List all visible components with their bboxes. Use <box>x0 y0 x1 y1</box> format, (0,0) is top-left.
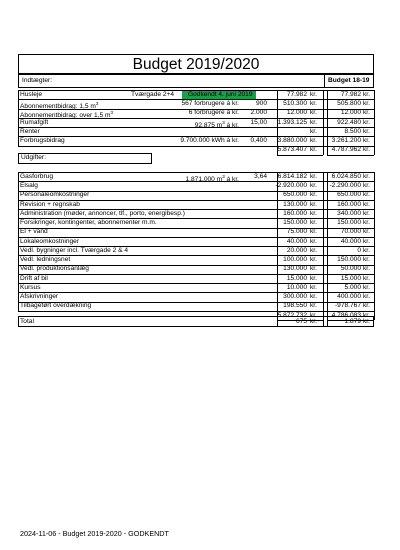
table-row-prev: 160.000 <box>337 200 361 208</box>
income-total-unit: kr. <box>310 146 317 154</box>
table-row-prev-unit: kr. <box>363 200 370 208</box>
table-row-unit: kr. <box>310 302 317 310</box>
table-row-prev: 5.000 <box>344 283 361 291</box>
table-row-prev: -978.767 <box>334 302 361 310</box>
table-row-amount: 650.000 <box>283 191 307 199</box>
table-row-prev-unit: kr. <box>363 90 370 98</box>
grand-total-unit: kr. <box>310 318 317 325</box>
table-row-label: Abonnementbidrag: 1,5 $m^3$ <box>20 101 99 111</box>
page-footer: 2024-11-06 - Budget 2019-2020 - GODKENDT <box>20 529 169 538</box>
income-section-box <box>18 74 374 88</box>
col-rule <box>374 172 375 320</box>
col-rule <box>18 90 19 146</box>
table-row-detail: 9.700.000 kWh á kr. <box>180 137 239 145</box>
table-row-unit: kr. <box>310 109 317 117</box>
col-rule <box>18 172 19 311</box>
table-row-amount: -2.920.000 <box>275 182 307 190</box>
table-row-unit: kr. <box>310 283 317 291</box>
grand-total-amount: 675 <box>295 318 307 325</box>
income-total-amount: 5.873.407 <box>277 146 307 154</box>
table-row-label: Kursus <box>20 283 41 291</box>
table-row-amount: 130.000 <box>283 265 307 273</box>
table-row-rate: 0,400 <box>250 137 267 145</box>
table-row-prev: 150.000 <box>337 256 361 264</box>
table-row-amount: 3.880.000 <box>277 137 307 145</box>
table-row-prev-unit: kr. <box>363 100 370 108</box>
table-row-label: Revision + regnskab <box>20 200 80 208</box>
table-row-prev-unit: kr. <box>363 182 370 190</box>
expense-total-amount: 5.872.732 <box>277 311 307 319</box>
total-rule <box>327 155 374 156</box>
col-rule <box>327 172 328 320</box>
table-row-unit: kr. <box>310 293 317 301</box>
table-row-amount: 10.000 <box>286 283 307 291</box>
table-row-label: Lokaleomkostninger <box>20 237 80 245</box>
table-row-amount: 20.000 <box>286 246 307 254</box>
table-row-prev-unit: kr. <box>363 109 370 117</box>
table-row-prev: 40.000 <box>340 237 361 245</box>
table-row-detail: 567 forbrugere á kr. <box>181 100 239 108</box>
table-row-prev-unit: kr. <box>363 283 370 291</box>
table-row-unit: kr. <box>310 256 317 264</box>
table-row-prev: 8.500 <box>344 127 361 135</box>
table-row-unit: kr. <box>310 191 317 199</box>
table-row-label: Personaleomkostninger <box>20 191 90 199</box>
table-row-prev-unit: kr. <box>363 265 370 273</box>
table-row-prev: 150.000 <box>337 219 361 227</box>
table-row-label: Rumafgift <box>20 118 49 126</box>
grand-total-prev: 1.879 <box>344 318 361 325</box>
income-total-prev-unit: kr. <box>363 146 370 154</box>
table-row-amount: 15.000 <box>286 274 307 282</box>
table-row-prev: 77.982 <box>340 90 361 98</box>
table-row-prev-unit: kr. <box>363 127 370 135</box>
table-row-unit: kr. <box>310 274 317 282</box>
table-row-label: Renter <box>20 127 40 135</box>
table-row-detail: 1.871.000 $m^3$ á kr. <box>185 173 239 183</box>
table-row-prev: 650.000 <box>337 191 361 199</box>
table-row-label: Abonnementbidrag: over 1,5 $m^3$ <box>20 110 114 120</box>
table-row-detail: Tværgade 2+4 <box>131 90 175 98</box>
table-row-prev-unit: kr. <box>363 237 370 245</box>
table-row-detail: 6 forbrugere á kr. <box>188 109 239 117</box>
table-row-unit: kr. <box>310 209 317 217</box>
table-row-prev-unit: kr. <box>363 209 370 217</box>
table-row-unit: kr. <box>310 137 317 145</box>
income-label: Indtægter: <box>22 77 53 84</box>
table-row-unit: kr. <box>310 182 317 190</box>
table-row-prev: 12.000 <box>340 109 361 117</box>
table-row-unit: kr. <box>310 228 317 236</box>
table-row-label: Husleje <box>20 90 42 98</box>
table-row-prev: 50.000 <box>340 265 361 273</box>
table-row-label: Tilbageført overdækning <box>20 302 92 310</box>
income-total-prev: 4.787.962 <box>331 146 361 154</box>
table-row-amount: 130.000 <box>283 200 307 208</box>
table-row-unit: kr. <box>310 172 317 180</box>
table-row-unit: kr. <box>310 100 317 108</box>
expense-total-prev: 4.786.083 <box>331 311 361 319</box>
table-row-unit: kr. <box>310 90 317 98</box>
table-row-unit: kr. <box>310 219 317 227</box>
table-row-prev-unit: kr. <box>363 256 370 264</box>
table-row-prev-unit: kr. <box>363 246 370 254</box>
table-row-label: Administration (møder, annoncer, tlf., porto, energibesp.) <box>20 209 185 217</box>
table-row-prev: 505.800 <box>337 100 361 108</box>
table-row-label: Drift af bil <box>20 274 48 282</box>
table-row-prev-unit: kr. <box>363 302 370 310</box>
table-row-label: El + vand <box>20 228 48 236</box>
table-row-prev-unit: kr. <box>363 274 370 282</box>
total-rule <box>277 155 323 156</box>
header-divider <box>324 74 325 88</box>
table-row-prev: 400.000 <box>337 293 361 301</box>
table-row-prev: 3.261.200 <box>331 137 361 145</box>
page-title: Budget 2019/2020 <box>18 54 374 74</box>
table-row-label: Vedl. produktionsanlæg <box>20 265 89 273</box>
table-row-unit: kr. <box>310 246 317 254</box>
table-row-unit: kr. <box>310 200 317 208</box>
table-row-label: Afskrivninger <box>20 293 59 301</box>
table-row-prev-unit: kr. <box>363 228 370 236</box>
table-row-amount: 6.814.182 <box>277 172 307 180</box>
table-row-unit: kr. <box>310 265 317 273</box>
table-row-prev: -2.290.000 <box>329 182 361 190</box>
table-row-amount: 198.550 <box>283 302 307 310</box>
table-row-rate: 15,00 <box>250 118 267 126</box>
table-row-unit: kr. <box>310 127 317 135</box>
table-row-unit: kr. <box>310 237 317 245</box>
table-row-prev: 922.480 <box>337 118 361 126</box>
approval-note: Godkendt 4. juni 2019 <box>188 90 253 98</box>
table-row-amount: 300.000 <box>283 293 307 301</box>
table-row-amount: 40.000 <box>286 237 307 245</box>
table-row-label: Vedl. bygninger incl. Tværgade 2 & 4 <box>20 246 129 254</box>
col-rule <box>327 90 328 155</box>
table-row-label: Forbrugsbidrag <box>20 137 65 145</box>
table-row-prev-unit: kr. <box>363 118 370 126</box>
table-row-prev-unit: kr. <box>363 191 370 199</box>
table-row-prev-unit: kr. <box>363 293 370 301</box>
table-row-detail: 92.875 $m^3$ á kr. <box>194 119 239 129</box>
table-row-unit: kr. <box>310 118 317 126</box>
table-row-amount: 160.000 <box>283 209 307 217</box>
table-row-amount: 75.000 <box>286 228 307 236</box>
table-row-prev-unit: kr. <box>363 172 370 180</box>
table-row-rate: 900 <box>255 100 267 108</box>
table-row-rate: 2.000 <box>250 109 267 117</box>
table-row-amount: 12.000 <box>286 109 307 117</box>
table-row-label: Elsalg <box>20 182 38 190</box>
grand-total-label: Total <box>20 318 34 325</box>
grand-total-prev-unit: kr. <box>363 318 370 325</box>
table-row-prev: 6.024.850 <box>331 172 361 180</box>
table-row-prev: 0 <box>357 246 361 254</box>
prev-budget-header: Budget 18-19 <box>328 77 370 84</box>
col-rule <box>323 172 324 320</box>
table-row-amount: 100.000 <box>283 256 307 264</box>
table-row-amount: 150.000 <box>283 219 307 227</box>
col-rule <box>374 90 375 155</box>
table-row-label: Vedl. ledningsnet <box>20 256 71 264</box>
table-row-prev: 70.000 <box>340 228 361 236</box>
col-rule <box>277 90 278 155</box>
table-row-label: Forsikringer, kontingenter, abonnementer m.m. <box>20 219 157 227</box>
table-row-prev-unit: kr. <box>363 219 370 227</box>
table-row-label: Gasforbrug <box>20 172 53 180</box>
table-row-prev: 340.000 <box>337 209 361 217</box>
expense-total-prev-unit: kr. <box>363 311 370 319</box>
table-row-prev-unit: kr. <box>363 137 370 145</box>
table-row-prev: 15.000 <box>340 274 361 282</box>
expense-total-unit: kr. <box>310 311 317 319</box>
table-row-amount: 77.982 <box>286 90 307 98</box>
expenses-label: Udgifter: <box>21 154 46 161</box>
table-row-amount: 510.300 <box>283 100 307 108</box>
col-rule <box>277 172 278 320</box>
table-row-rate: 3,64 <box>254 172 267 180</box>
col-rule <box>323 90 324 155</box>
table-row-amount: 1.393.125 <box>277 118 307 126</box>
